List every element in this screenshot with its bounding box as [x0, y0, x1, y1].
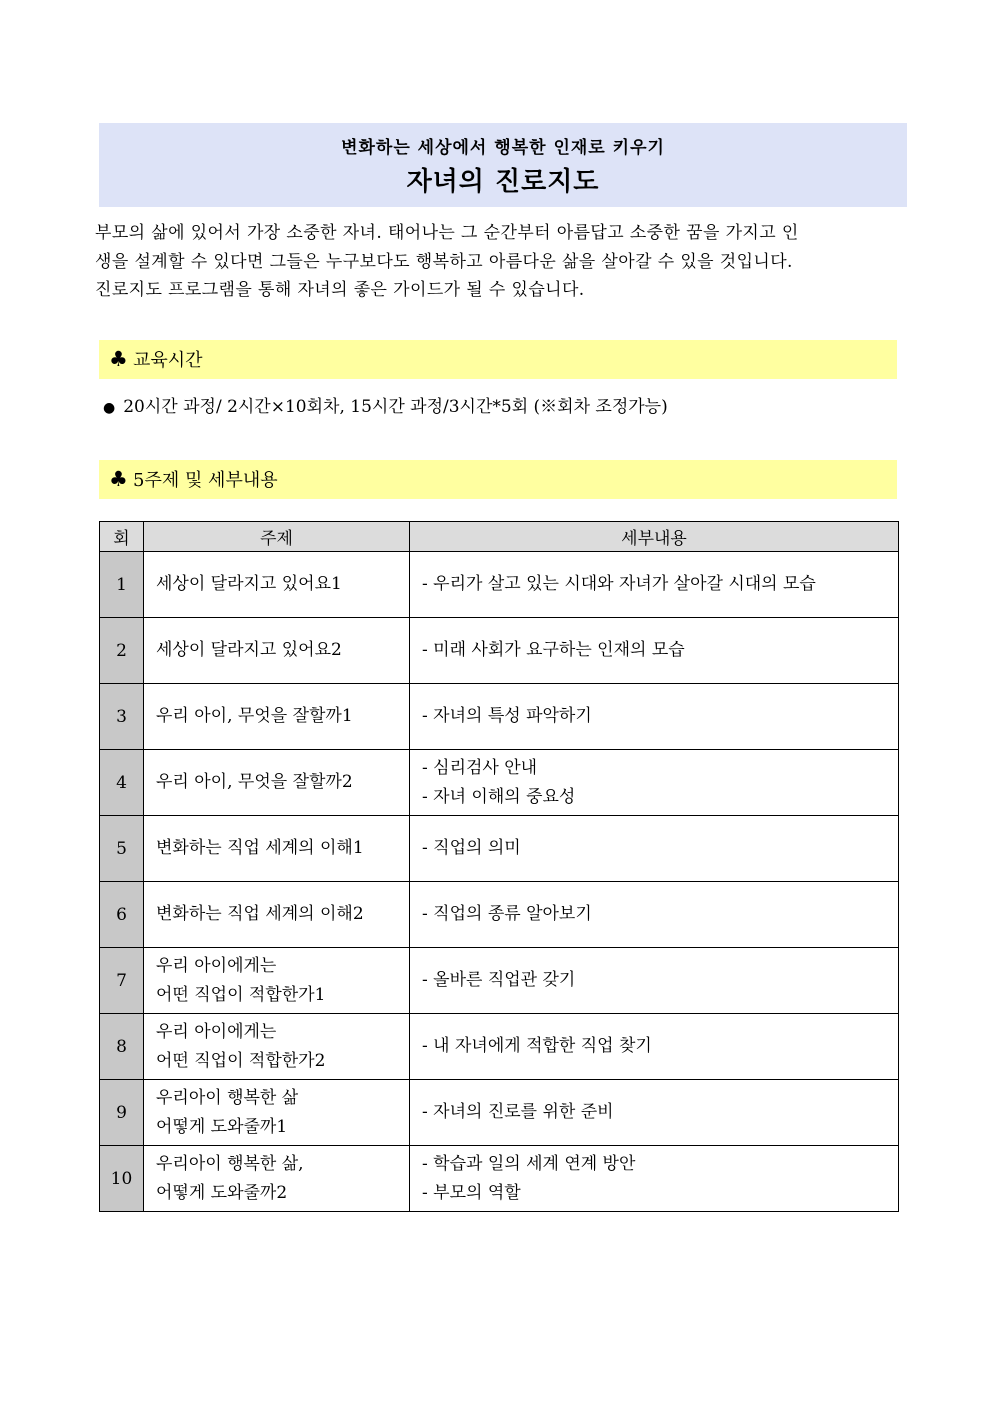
topic-text: 우리 아이, 무엇을 잘할까1 — [156, 706, 353, 726]
detail-cell — [410, 750, 899, 816]
section-label: 교육시간 — [133, 350, 203, 371]
section-header-time — [99, 340, 897, 379]
topic-text: 우리 아이에게는 — [156, 1021, 277, 1042]
detail-text: - 내 자녀에게 적합한 직업 찾기 — [422, 1036, 652, 1056]
intro-line: 생을 설계할 수 있다면 그들은 누구보다도 행복하고 아름다운 삶을 살아갈 수 있을 것입니다. — [95, 251, 793, 272]
intro-line: 부모의 삶에 있어서 가장 소중한 자녀. 태어나는 그 순간부터 아름답고 소중한 꿈을 가지고 인 — [95, 223, 799, 243]
topic-cell — [144, 684, 410, 750]
topic-text: 어떻게 도와줄까1 — [156, 1116, 288, 1137]
topic-text: 변화하는 직업 세계의 이해2 — [156, 904, 364, 924]
topic-text: 우리 아이, 무엇을 잘할까2 — [156, 772, 353, 792]
topic-cell — [144, 1014, 410, 1080]
topic-cell — [144, 948, 410, 1014]
table-row — [100, 948, 899, 1014]
curriculum-table — [99, 521, 899, 1212]
table-row — [100, 882, 899, 948]
table-row — [100, 1014, 899, 1080]
session-number: 9 — [100, 1080, 144, 1146]
detail-cell — [410, 684, 899, 750]
header-topic: 주제 — [144, 522, 410, 552]
topic-cell — [144, 1080, 410, 1146]
club-icon: ♣ — [109, 467, 128, 491]
table-row — [100, 1080, 899, 1146]
detail-cell — [410, 1146, 899, 1212]
detail-cell — [410, 618, 899, 684]
section-label: 5주제 및 세부내용 — [133, 470, 278, 491]
intro-line: 진로지도 프로그램을 통해 자녀의 좋은 가이드가 될 수 있습니다. — [95, 280, 585, 300]
session-number: 2 — [100, 618, 144, 684]
topic-cell — [144, 1146, 410, 1212]
topic-text: 어떤 직업이 적합한가1 — [156, 984, 326, 1005]
detail-text: - 학습과 일의 세계 연계 방안 — [422, 1153, 636, 1174]
detail-text: - 자녀의 특성 파악하기 — [422, 706, 592, 726]
session-number: 7 — [100, 948, 144, 1014]
page-title: 자녀의 진로지도 — [406, 167, 600, 197]
topic-cell — [144, 750, 410, 816]
session-number: 3 — [100, 684, 144, 750]
topic-text: 세상이 달라지고 있어요1 — [156, 574, 342, 594]
session-number: 6 — [100, 882, 144, 948]
table-row — [100, 618, 899, 684]
topic-text: 어떤 직업이 적합한가2 — [156, 1050, 326, 1071]
topic-text: 변화하는 직업 세계의 이해1 — [156, 838, 364, 858]
topic-cell — [144, 552, 410, 618]
title-banner — [99, 123, 907, 207]
detail-cell — [410, 1014, 899, 1080]
detail-text: - 미래 사회가 요구하는 인재의 모습 — [422, 640, 685, 660]
topic-text: 세상이 달라지고 있어요2 — [156, 640, 342, 660]
topic-text: 우리아이 행복한 삶, — [156, 1153, 304, 1174]
intro-paragraph — [95, 219, 901, 305]
table-row — [100, 684, 899, 750]
bullet-icon: ● — [103, 400, 116, 416]
header-detail: 세부내용 — [410, 522, 899, 552]
table-row — [100, 816, 899, 882]
topic-cell — [144, 816, 410, 882]
time-info — [103, 392, 668, 417]
table-header-row — [100, 522, 899, 552]
club-icon: ♣ — [109, 347, 128, 371]
table-row — [100, 1146, 899, 1212]
table-row — [100, 552, 899, 618]
detail-text: - 직업의 의미 — [422, 838, 521, 858]
detail-text: - 부모의 역할 — [422, 1182, 521, 1203]
session-number: 8 — [100, 1014, 144, 1080]
detail-text: - 직업의 종류 알아보기 — [422, 904, 592, 924]
session-number: 5 — [100, 816, 144, 882]
header-session: 회 — [100, 522, 144, 552]
detail-text: - 자녀 이해의 중요성 — [422, 786, 576, 807]
detail-cell — [410, 1080, 899, 1146]
detail-text: - 자녀의 진로를 위한 준비 — [422, 1102, 614, 1122]
session-number: 4 — [100, 750, 144, 816]
session-number: 1 — [100, 552, 144, 618]
detail-cell — [410, 552, 899, 618]
topic-text: 우리아이 행복한 삶 — [156, 1087, 299, 1108]
session-number: 10 — [100, 1146, 144, 1212]
topic-cell — [144, 618, 410, 684]
detail-cell — [410, 882, 899, 948]
time-info-text: 20시간 과정/ 2시간×10회차, 15시간 과정/3시간*5회 (※회차 조정가능) — [123, 397, 668, 417]
table-body — [100, 552, 899, 1212]
table-row — [100, 750, 899, 816]
page-subtitle: 변화하는 세상에서 행복한 인재로 키우기 — [341, 138, 665, 158]
topic-text: 어떻게 도와줄까2 — [156, 1182, 288, 1203]
detail-cell — [410, 816, 899, 882]
topic-cell — [144, 882, 410, 948]
topic-text: 우리 아이에게는 — [156, 955, 277, 976]
detail-cell — [410, 948, 899, 1014]
section-header-topics — [99, 460, 897, 499]
detail-text: - 올바른 직업관 갖기 — [422, 970, 576, 990]
detail-text: - 심리검사 안내 — [422, 757, 538, 778]
detail-text: - 우리가 살고 있는 시대와 자녀가 살아갈 시대의 모습 — [422, 574, 816, 594]
